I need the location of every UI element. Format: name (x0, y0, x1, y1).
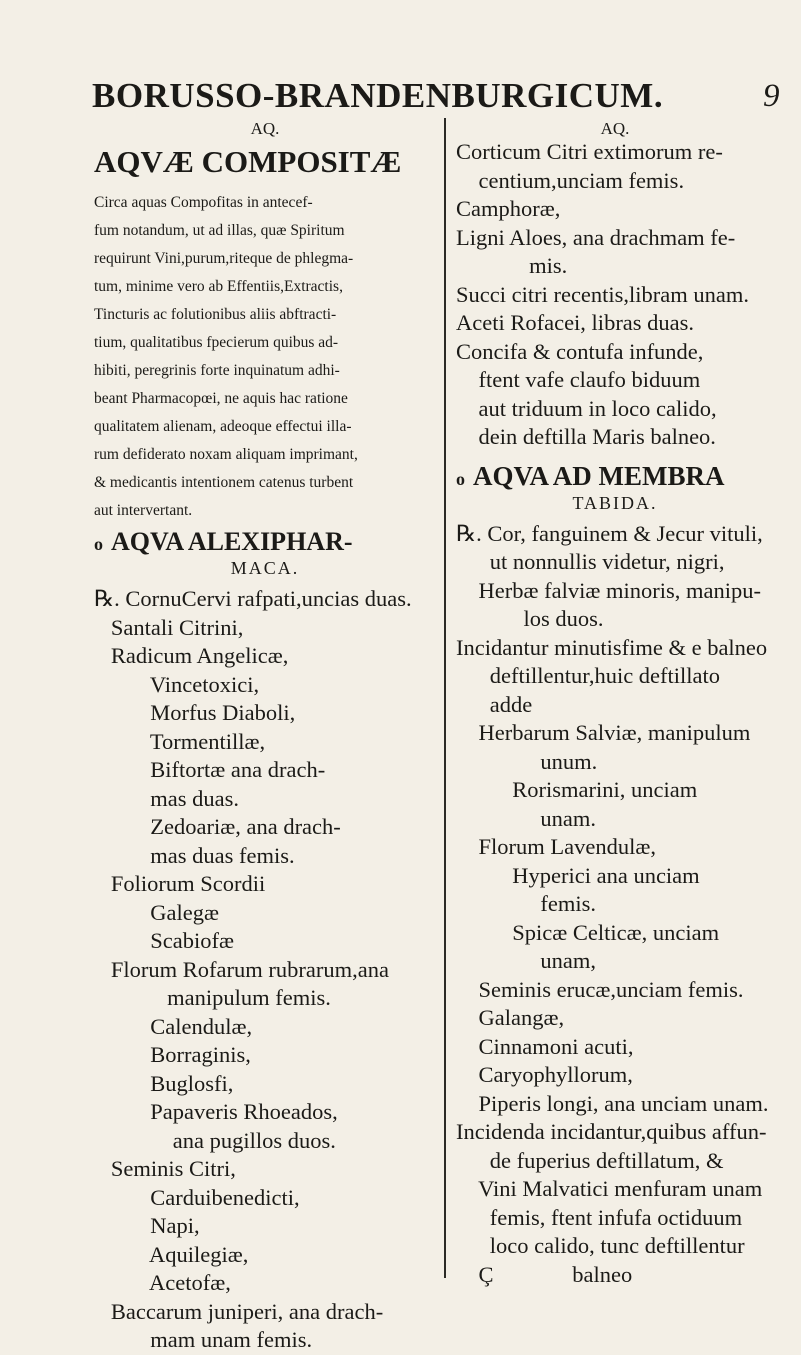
intro-line: & medicantis intentionem catenus turbent (94, 474, 354, 491)
column-divider (444, 118, 446, 1278)
running-header (92, 76, 780, 116)
left-catchword: AQ. (250, 119, 280, 138)
recipe-line: Incidantur minutisfime & e balneo (456, 634, 768, 660)
intro-line: hibiti, peregrinis forte inquinatum adhi- (94, 362, 340, 379)
recipe-line: femis. (456, 891, 596, 916)
recipe-line: centium,unciam femis. (456, 167, 685, 193)
recipe-line: manipulum femis. (94, 985, 331, 1010)
recipe-line: Acetofæ, (94, 1270, 231, 1295)
recipe-line: Seminis Citri, (94, 1156, 236, 1181)
intro-paragraph (94, 192, 436, 522)
recipe-line: Concifa & contufa infunde, (456, 338, 704, 364)
recipe-line: Calendulæ, (94, 1013, 253, 1039)
intro-line: beant Pharmacopœi, ne aquis hac ratione (94, 390, 348, 407)
recipe-line: mis. (456, 253, 568, 278)
page-number: 9 (763, 78, 780, 114)
recipe-lines-continued (456, 138, 774, 452)
recipe-line: unum. (456, 748, 598, 774)
recipe-line: Ligni Aloes, ana drachmam fe- (456, 224, 736, 250)
recipe-line: Succi citri recentis,libram unam. (456, 281, 750, 307)
recipe-line: Biftortæ ana drach- (94, 757, 326, 782)
recipe-line: Herbarum Salviæ, manipulum (456, 720, 751, 745)
recipe-line: Cinnamoni acuti, (456, 1033, 634, 1059)
recipe-line: ℞. CornuCervi rafpati,uncias duas. (94, 586, 412, 611)
recipe-line: Piperis longi, ana unciam unam. (456, 1090, 769, 1116)
recipe-lines-left (94, 585, 436, 1355)
recipe-line: Spicæ Celticæ, unciam (456, 919, 720, 945)
recipe-line: mas duas. (94, 785, 239, 811)
intro-line: tum, minime vero ab Effentiis,Extractis, (94, 278, 343, 295)
header-title: BORUSSO-BRANDENBURGICUM. (92, 76, 664, 115)
recipe-line: ftent vafe claufo biduum (456, 367, 701, 392)
recipe-line: aut triduum in loco calido, (456, 395, 717, 421)
recipe-line: Camphoræ, (456, 196, 561, 221)
recipe-line: Aquilegiæ, (94, 1241, 249, 1267)
recipe-line: mas duas femis. (94, 842, 295, 868)
recipe-line: Borraginis, (94, 1042, 251, 1067)
section-heading: AQVÆ COMPOSITÆ (94, 144, 402, 179)
recipe-line: Florum Lavendulæ, (456, 834, 656, 859)
intro-line: requirunt Vini,purum,riteque de phlegma- (94, 250, 354, 267)
recipe-line: Radicum Angelicæ, (94, 643, 289, 668)
recipe-line: Galangæ, (456, 1005, 565, 1030)
intro-line: Circa aquas Compofitas in antecef- (94, 194, 313, 211)
intro-line: Tincturis ac folutionibus aliis abftracti- (94, 306, 337, 323)
intro-line: fum notandum, ut ad illas, quæ Spiritum (94, 222, 345, 239)
recipe-line: Napi, (94, 1213, 200, 1238)
recipe-title-membra: o AQVA AD MEMBRA (456, 460, 725, 491)
recipe-line: Corticum Citri extimorum re- (456, 139, 723, 164)
recipe-line: Santali Citrini, (94, 614, 244, 640)
recipe-line: Vincetoxici, (94, 671, 260, 697)
recipe-line: Foliorum Scordii (94, 871, 266, 896)
recipe-line: Caryophyllorum, (456, 1062, 633, 1087)
intro-line: rum defiderato noxam aliquam imprimant, (94, 446, 358, 463)
recipe-line: Morfus Diaboli, (94, 700, 296, 725)
recipe-line: adde (456, 691, 533, 717)
recipe-line: loco calido, tunc deftillentur (456, 1233, 745, 1258)
intro-line: qualitatem alienam, adeoque effectui illa- (94, 418, 352, 435)
recipe-line: deftillentur,huic deftillato (456, 663, 721, 688)
recipe-line: Seminis erucæ,unciam femis. (456, 976, 744, 1002)
recipe-line: Tormentillæ, (94, 728, 266, 754)
recipe-line: Aceti Rofacei, libras duas. (456, 310, 695, 335)
recipe-line: Vini Malvatici menfuram unam (456, 1176, 763, 1201)
recipe-line: Papaveris Rhoeados, (94, 1099, 338, 1124)
intro-line: tium, qualitatibus fpecierum quibus ad- (94, 334, 339, 351)
recipe-line: Galegæ (94, 899, 219, 925)
recipe-line: Hyperici ana unciam (456, 862, 700, 888)
recipe-line: unam, (456, 948, 596, 973)
right-catchword: AQ. (600, 119, 630, 138)
recipe-line: Buglosfi, (94, 1070, 234, 1096)
recipe-subtitle-alexipharmaca: MACA. (230, 558, 300, 578)
recipe-title-alexipharmaca: o AQVA ALEXIPHAR- (94, 527, 353, 556)
recipe-line: Baccarum juniperi, ana drach- (94, 1298, 384, 1324)
recipe-subtitle-tabida: TABIDA. (572, 492, 658, 513)
recipe-line: Ç balneo (456, 1261, 633, 1287)
recipe-line: ana pugillos duos. (94, 1127, 336, 1153)
recipe-line: Carduibenedicti, (94, 1184, 300, 1210)
recipe-line: Zedoariæ, ana drach- (94, 814, 341, 839)
recipe-line: femis, ftent infufa octiduum (456, 1204, 743, 1230)
recipe-line: Herbæ falviæ minoris, manipu- (456, 577, 761, 603)
recipe-line: Rorismarini, unciam (456, 777, 698, 802)
recipe-lines-membra (456, 520, 774, 1290)
recipe-line: mam unam femis. (94, 1327, 313, 1352)
recipe-line: unam. (456, 805, 596, 831)
recipe-line: dein deftilla Maris balneo. (456, 424, 716, 449)
recipe-line: ℞. Cor, fanguinem & Jecur vituli, (456, 520, 763, 546)
recipe-line: los duos. (456, 606, 604, 631)
recipe-line: Scabiofæ (94, 928, 234, 953)
intro-line: aut intervertant. (94, 502, 193, 519)
left-column (94, 120, 436, 1355)
right-column (456, 120, 774, 1289)
recipe-line: Incidenda incidantur,quibus affun- (456, 1119, 767, 1144)
recipe-line: Florum Rofarum rubrarum,ana (94, 956, 389, 982)
recipe-line: de fuperius deftillatum, & (456, 1147, 724, 1173)
recipe-line: ut nonnullis videtur, nigri, (456, 549, 725, 574)
